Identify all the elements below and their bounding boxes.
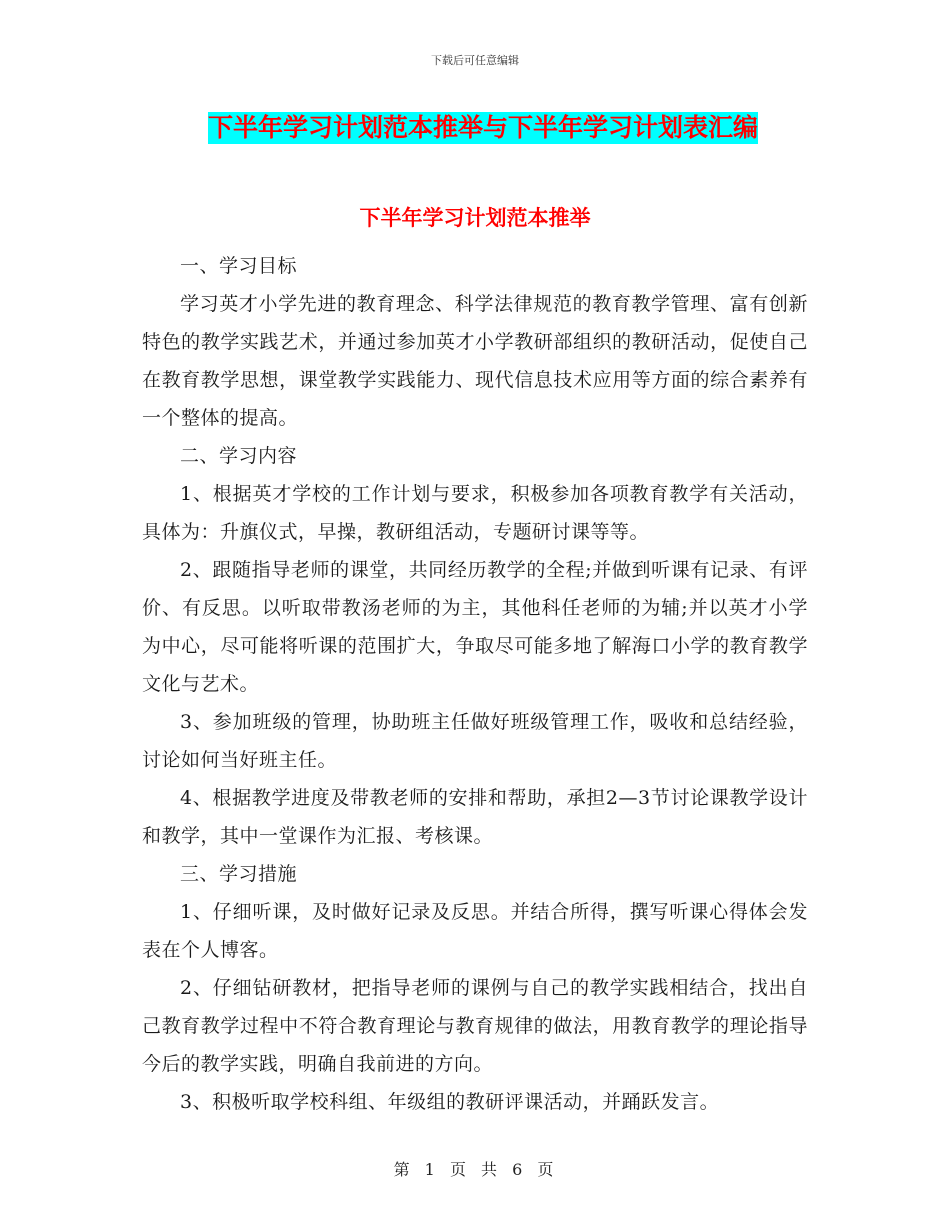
paragraph: 1、根据英才学校的工作计划与要求，积极参加各项教育教学有关活动，具体为：升旗仪式，早操，教研组活动，专题研讨课等等。 (142, 483, 808, 543)
paragraph: 学习英才小学先进的教育理念、科学法律规范的教育教学管理、富有创新特色的教学实践艺术，并通过参加英才小学教研部组织的教研活动，促使自己在教育教学思想，课堂教学实践能力、现代信息技术应用等方面的综合素养有一个整体的提高。 (142, 293, 808, 429)
paragraph: 4、根据教学进度及带教老师的安排和帮助，承担2—3节讨论课教学设计和教学，其中一堂课作为汇报、考核课。 (142, 787, 808, 847)
paragraph: 3、积极听取学校科组、年级组的教研评课活动，并踊跃发言。 (180, 1091, 720, 1113)
heading-learning-content: 二、学习内容 (180, 445, 298, 467)
paragraph: 3、参加班级的管理，协助班主任做好班级管理工作，吸收和总结经验，讨论如何当好班主任。 (142, 711, 808, 771)
paragraph: 1、仔细听课，及时做好记录及反思。并结合所得，撰写听课心得体会发表在个人博客。 (142, 901, 808, 961)
section-title: 下半年学习计划范本推举 (359, 206, 591, 230)
heading-learning-measures: 三、学习措施 (180, 863, 298, 885)
paragraph: 2、跟随指导老师的课堂，共同经历教学的全程;并做到听课有记录、有评价、有反思。以听取带教汤老师的为主，其他科任老师的为辅;并以英才小学为中心，尽可能将听课的范围扩大，争取尽可能多地了解海口小学的教育教学文化与艺术。 (142, 559, 808, 695)
header-note: 下载后可任意编辑 (431, 54, 519, 67)
page-number-footer: 第 1 页 共 6 页 (393, 1160, 557, 1179)
document-main-title: 下半年学习计划范本推举与下半年学习计划表汇编 (208, 113, 759, 142)
document-body (142, 247, 808, 1121)
paragraph: 2、仔细钻研教材，把指导老师的课例与自己的教学实践相结合，找出自己教育教学过程中不符合教育理论与教育规律的做法，用教育教学的理论指导今后的教学实践，明确自我前进的方向。 (142, 977, 808, 1075)
heading-learning-goals: 一、学习目标 (180, 255, 298, 277)
